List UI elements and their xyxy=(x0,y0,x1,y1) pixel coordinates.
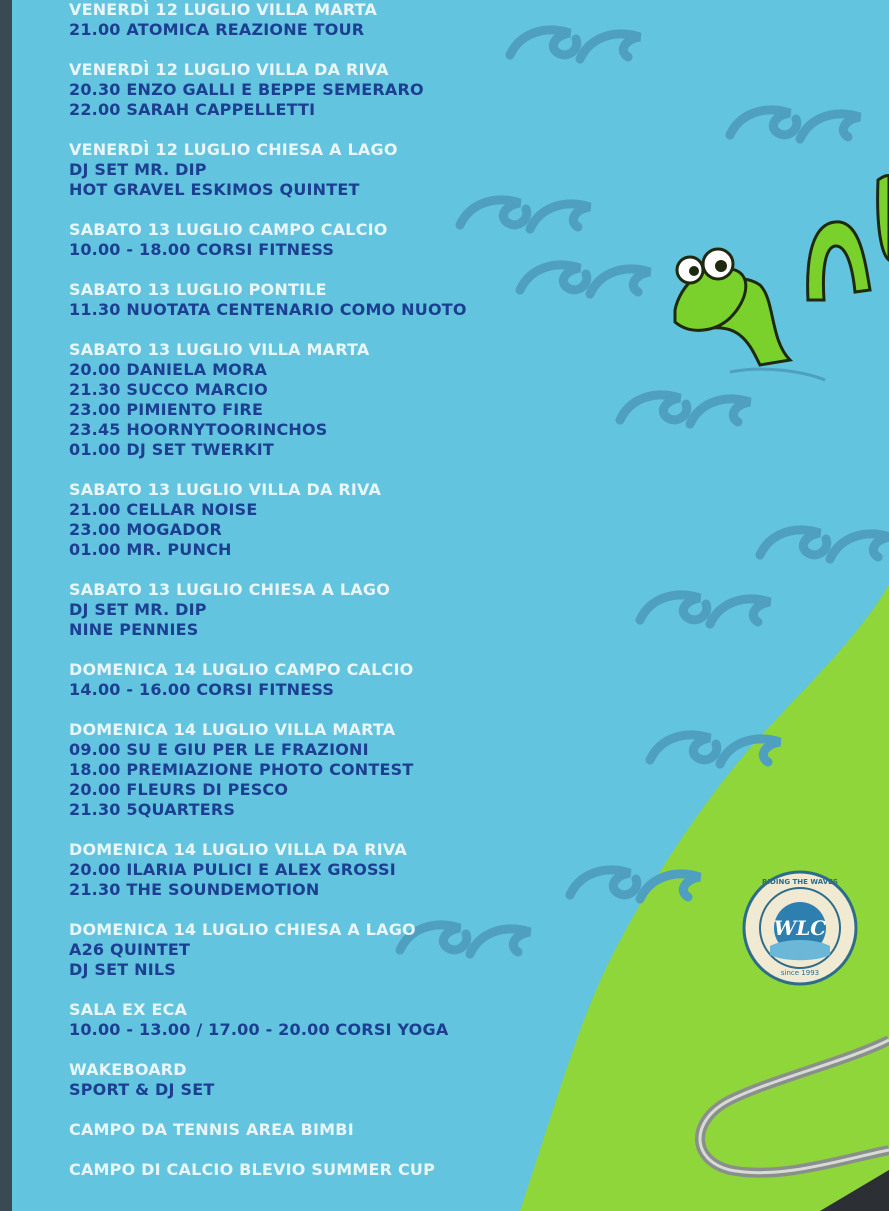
event-item: 23.00 MOGADOR xyxy=(69,520,223,539)
section-spacer xyxy=(69,120,629,140)
event-item: 22.00 SARAH CAPPELLETTI xyxy=(69,100,316,119)
section-heading: SABATO 13 LUGLIO PONTILE xyxy=(69,280,327,299)
section-heading: VENERDÌ 12 LUGLIO VILLA MARTA xyxy=(69,0,378,19)
event-section xyxy=(69,840,629,900)
section-heading: WAKEBOARD xyxy=(69,1060,187,1079)
event-section xyxy=(69,140,629,200)
section-spacer xyxy=(69,460,629,480)
event-item: 20.30 ENZO GALLI E BEPPE SEMERARO xyxy=(69,80,424,99)
section-spacer xyxy=(69,1040,629,1060)
section-heading: CAMPO DA TENNIS AREA BIMBI xyxy=(69,1120,354,1139)
event-item: 21.30 5QUARTERS xyxy=(69,800,236,819)
event-item: 14.00 - 16.00 CORSI FITNESS xyxy=(69,680,335,699)
logo-text: WLC xyxy=(773,916,827,940)
section-spacer xyxy=(69,560,629,580)
event-item: 20.00 DANIELA MORA xyxy=(69,360,268,379)
event-item: 21.00 ATOMICA REAZIONE TOUR xyxy=(69,20,365,39)
event-item: 21.30 THE SOUNDEMOTION xyxy=(69,880,320,899)
event-item: HOT GRAVEL ESKIMOS QUINTET xyxy=(69,180,360,199)
wlc-logo xyxy=(744,872,856,984)
event-item: 20.00 ILARIA PULICI E ALEX GROSSI xyxy=(69,860,396,879)
section-heading: DOMENICA 14 LUGLIO CHIESA A LAGO xyxy=(69,920,416,939)
event-item: 10.00 - 18.00 CORSI FITNESS xyxy=(69,240,335,259)
section-spacer xyxy=(69,320,629,340)
event-item: SPORT & DJ SET xyxy=(69,1080,215,1099)
section-heading: VENERDÌ 12 LUGLIO VILLA DA RIVA xyxy=(69,60,389,79)
section-spacer xyxy=(69,1100,629,1120)
event-item: 18.00 PREMIAZIONE PHOTO CONTEST xyxy=(69,760,414,779)
event-section xyxy=(69,1000,629,1040)
event-section xyxy=(69,480,629,560)
event-section xyxy=(69,1160,629,1180)
event-item: 21.00 CELLAR NOISE xyxy=(69,500,258,519)
section-heading: VENERDÌ 12 LUGLIO CHIESA A LAGO xyxy=(69,140,398,159)
section-spacer xyxy=(69,700,629,720)
event-item: 09.00 SU E GIU PER LE FRAZIONI xyxy=(69,740,369,759)
section-spacer xyxy=(69,900,629,920)
section-heading: CAMPO DI CALCIO BLEVIO SUMMER CUP xyxy=(69,1160,436,1179)
section-heading: SALA EX ECA xyxy=(69,1000,188,1019)
event-section xyxy=(69,220,629,260)
section-spacer xyxy=(69,200,629,220)
event-section xyxy=(69,920,629,980)
event-item: 20.00 FLEURS DI PESCO xyxy=(69,780,289,799)
event-item: NINE PENNIES xyxy=(69,620,199,639)
lake-monster xyxy=(675,175,889,380)
section-heading: SABATO 13 LUGLIO CAMPO CALCIO xyxy=(69,220,388,239)
event-section xyxy=(69,0,629,40)
event-section xyxy=(69,660,629,700)
section-spacer xyxy=(69,640,629,660)
section-heading: SABATO 13 LUGLIO VILLA MARTA xyxy=(69,340,370,359)
section-heading: DOMENICA 14 LUGLIO VILLA MARTA xyxy=(69,720,396,739)
event-item: DJ SET MR. DIP xyxy=(69,160,207,179)
event-item: 10.00 - 13.00 / 17.00 - 20.00 CORSI YOGA xyxy=(69,1020,449,1039)
section-heading: SABATO 13 LUGLIO CHIESA A LAGO xyxy=(69,580,390,599)
event-item: 11.30 NUOTATA CENTENARIO COMO NUOTO xyxy=(69,300,467,319)
event-section xyxy=(69,720,629,820)
logo-since: since 1993 xyxy=(780,969,820,977)
event-item: DJ SET NILS xyxy=(69,960,177,979)
event-item: 01.00 MR. PUNCH xyxy=(69,540,232,559)
event-item: A26 QUINTET xyxy=(69,940,191,959)
section-spacer xyxy=(69,260,629,280)
section-spacer xyxy=(69,980,629,1000)
section-heading: DOMENICA 14 LUGLIO VILLA DA RIVA xyxy=(69,840,407,859)
event-section xyxy=(69,1060,629,1100)
section-spacer xyxy=(69,820,629,840)
event-item: 23.00 PIMIENTO FIRE xyxy=(69,400,264,419)
event-section xyxy=(69,60,629,120)
event-item: 23.45 HOORNYTOORINCHOS xyxy=(69,420,328,439)
event-item: 21.30 SUCCO MARCIO xyxy=(69,380,268,399)
event-section xyxy=(69,280,629,320)
event-item: 01.00 DJ SET TWERKIT xyxy=(69,440,274,459)
logo-ring-text: RIDING THE WAVES xyxy=(762,878,838,886)
event-section xyxy=(69,340,629,460)
event-item: DJ SET MR. DIP xyxy=(69,600,207,619)
section-heading: DOMENICA 14 LUGLIO CAMPO CALCIO xyxy=(69,660,414,679)
event-section xyxy=(69,580,629,640)
event-program xyxy=(69,0,629,1180)
section-spacer xyxy=(69,40,629,60)
event-section xyxy=(69,1120,629,1140)
section-heading: SABATO 13 LUGLIO VILLA DA RIVA xyxy=(69,480,382,499)
section-spacer xyxy=(69,1140,629,1160)
